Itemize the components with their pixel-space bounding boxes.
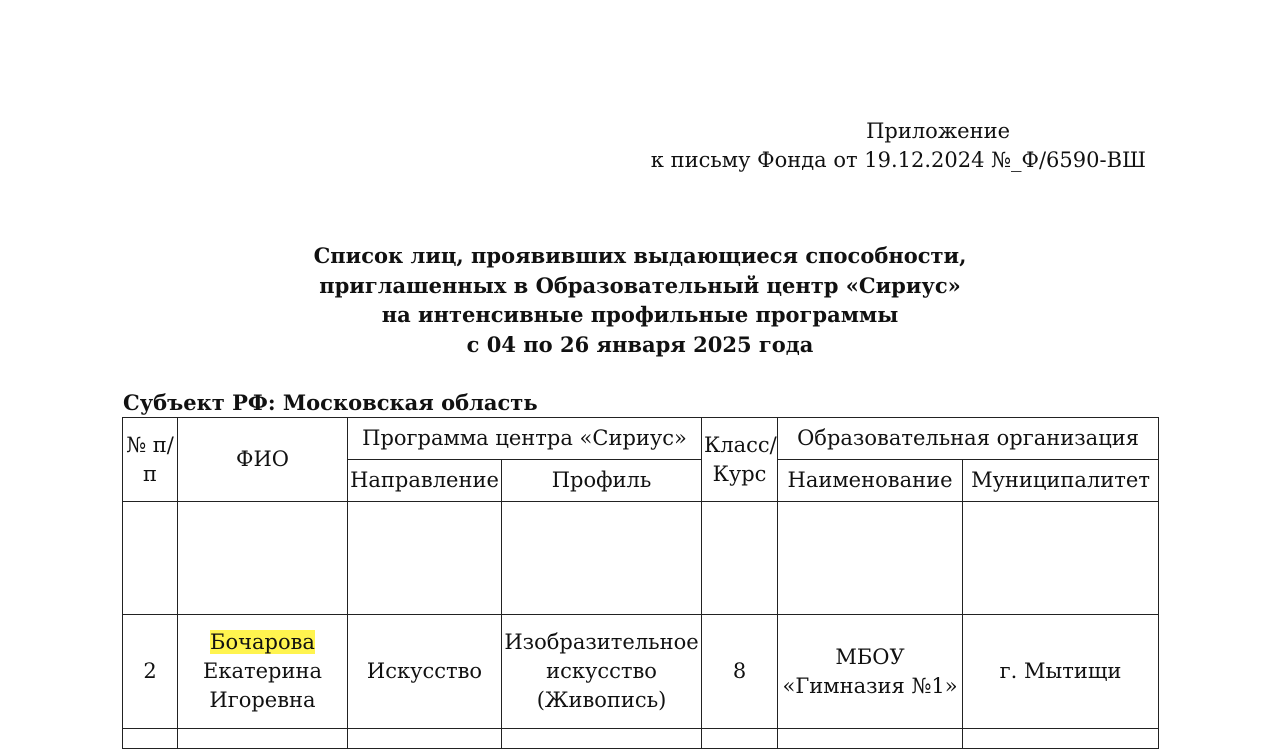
cell-grade: 8	[702, 615, 778, 729]
appendix-block	[620, 117, 1146, 175]
appendix-reference: к письму Фонда от 19.12.2024 №_Ф/6590-ВШ	[650, 148, 1146, 172]
header-org-name: Наименование	[778, 460, 963, 502]
table-row-partial	[123, 729, 1159, 749]
cell-number	[123, 502, 178, 615]
header-number: № п/п	[123, 418, 178, 502]
header-org-group: Образовательная организация	[778, 418, 1159, 460]
header-row-1	[123, 418, 1159, 460]
header-program-group: Программа центра «Сириус»	[348, 418, 702, 460]
title-line-3: на интенсивные профильные программы	[381, 302, 899, 327]
title-line-1: Список лиц, проявивших выдающиеся способности,	[313, 243, 967, 268]
document-title	[240, 241, 1040, 359]
cell-fio	[178, 502, 348, 615]
cell-direction	[348, 502, 502, 615]
header-direction: Направление	[348, 460, 502, 502]
header-profile: Профиль	[502, 460, 702, 502]
appendix-label: Приложение	[866, 119, 1010, 143]
title-line-4: с 04 по 26 января 2025 года	[466, 331, 814, 357]
title-line-2: приглашенных в Образовательный центр «Сириус»	[319, 272, 961, 298]
surname-highlighted: Бочарова	[210, 630, 315, 654]
cell-municipality: г. Мытищи	[963, 615, 1159, 729]
cell-municipality	[963, 502, 1159, 615]
participants-table	[122, 417, 1159, 749]
given-names: Екатерина Игоревна	[203, 659, 322, 712]
cell-direction: Искусство	[348, 615, 502, 729]
subject-region: Субъект РФ: Московская область	[123, 390, 538, 415]
cell-profile	[502, 502, 702, 615]
cell-profile: Изобразительное искусство (Живопись)	[502, 615, 702, 729]
header-fio: ФИО	[178, 418, 348, 502]
cell-fio	[178, 615, 348, 729]
header-grade: Класс/ Курс	[702, 418, 778, 502]
cell-number: 2	[123, 615, 178, 729]
table-row	[123, 502, 1159, 615]
cell-grade	[702, 502, 778, 615]
header-municipality: Муниципалитет	[963, 460, 1159, 502]
table-row	[123, 615, 1159, 729]
cell-org-name: МБОУ «Гимназия №1»	[778, 615, 963, 729]
cell-org-name	[778, 502, 963, 615]
